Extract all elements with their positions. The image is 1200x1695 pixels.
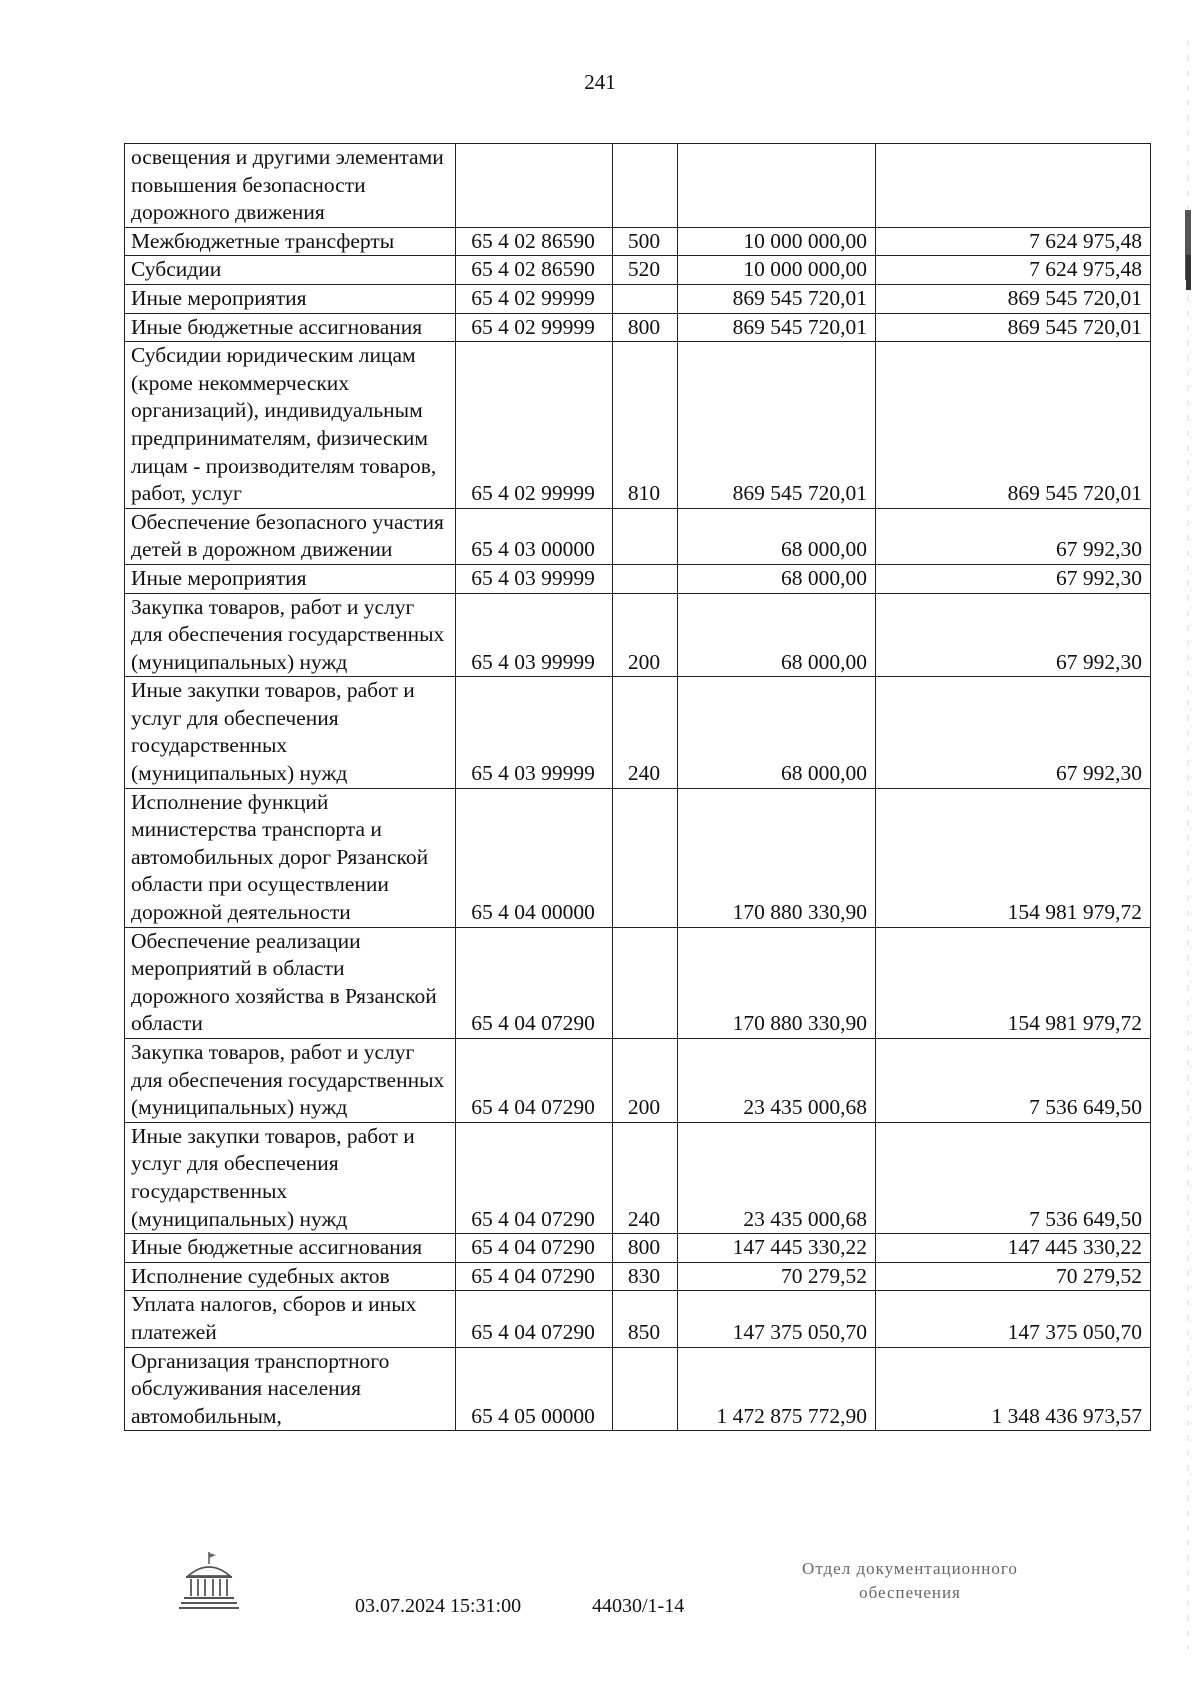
budget-table	[124, 143, 1151, 1431]
row-code	[456, 144, 613, 228]
row-name: Исполнение судебных актов	[125, 1262, 456, 1291]
row-expense-type: 200	[613, 593, 678, 677]
row-expense-type: 240	[613, 1122, 678, 1233]
row-planned-amount: 869 545 720,01	[678, 342, 876, 509]
row-code: 65 4 04 07290	[456, 927, 613, 1038]
table-row	[125, 1234, 1151, 1263]
row-expense-type	[613, 508, 678, 564]
table-row	[125, 1039, 1151, 1123]
row-code: 65 4 04 07290	[456, 1291, 613, 1347]
row-code: 65 4 03 99999	[456, 677, 613, 788]
row-planned-amount: 68 000,00	[678, 677, 876, 788]
row-expense-type: 240	[613, 677, 678, 788]
row-actual-amount: 147 445 330,22	[876, 1234, 1151, 1263]
row-expense-type	[613, 144, 678, 228]
footer-registration-number: 44030/1-14	[592, 1595, 685, 1617]
scan-edge-noise	[1183, 0, 1193, 1695]
row-actual-amount: 147 375 050,70	[876, 1291, 1151, 1347]
row-expense-type: 500	[613, 227, 678, 256]
row-planned-amount: 23 435 000,68	[678, 1039, 876, 1123]
row-planned-amount: 170 880 330,90	[678, 788, 876, 927]
table-row	[125, 564, 1151, 593]
row-actual-amount	[876, 144, 1151, 228]
row-planned-amount: 70 279,52	[678, 1262, 876, 1291]
row-name: освещения и другими элементами повышения безопасности дорожного движения	[125, 144, 456, 228]
row-name: Иные мероприятия	[125, 284, 456, 313]
row-actual-amount: 869 545 720,01	[876, 313, 1151, 342]
table-row	[125, 927, 1151, 1038]
row-name: Субсидии	[125, 256, 456, 285]
row-code: 65 4 03 99999	[456, 593, 613, 677]
row-name: Иные бюджетные ассигнования	[125, 313, 456, 342]
row-code: 65 4 02 99999	[456, 342, 613, 509]
row-name: Иные мероприятия	[125, 564, 456, 593]
row-name: Иные бюджетные ассигнования	[125, 1234, 456, 1263]
row-planned-amount	[678, 144, 876, 228]
table-row	[125, 508, 1151, 564]
row-code: 65 4 04 07290	[456, 1234, 613, 1263]
row-expense-type	[613, 788, 678, 927]
row-name: Уплата налогов, сборов и иных платежей	[125, 1291, 456, 1347]
row-code: 65 4 04 07290	[456, 1122, 613, 1233]
row-planned-amount: 10 000 000,00	[678, 227, 876, 256]
row-name: Организация транспортного обслуживания населения автомобильным,	[125, 1347, 456, 1431]
row-actual-amount: 7 624 975,48	[876, 227, 1151, 256]
budget-table-body	[125, 144, 1151, 1431]
row-expense-type: 810	[613, 342, 678, 509]
row-name: Иные закупки товаров, работ и услуг для обеспечения государственных (муниципальных) нужд	[125, 677, 456, 788]
table-row	[125, 256, 1151, 285]
row-planned-amount: 23 435 000,68	[678, 1122, 876, 1233]
row-expense-type	[613, 1347, 678, 1431]
row-code: 65 4 04 07290	[456, 1039, 613, 1123]
row-name: Закупка товаров, работ и услуг для обеспечения государственных (муниципальных) нужд	[125, 1039, 456, 1123]
row-planned-amount: 68 000,00	[678, 564, 876, 593]
row-expense-type: 200	[613, 1039, 678, 1123]
row-code: 65 4 04 07290	[456, 1262, 613, 1291]
row-actual-amount: 869 545 720,01	[876, 342, 1151, 509]
row-name: Субсидии юридическим лицам (кроме некоммерческих организаций), индивидуальным предпринимателям, физическим лицам - производителям товаров, работ, услуг	[125, 342, 456, 509]
row-name: Исполнение функций министерства транспорта и автомобильных дорог Рязанской области при осуществлении дорожной деятельности	[125, 788, 456, 927]
row-name: Обеспечение реализации мероприятий в области дорожного хозяйства в Рязанской области	[125, 927, 456, 1038]
table-row	[125, 1291, 1151, 1347]
row-code: 65 4 02 99999	[456, 313, 613, 342]
table-row	[125, 227, 1151, 256]
row-planned-amount: 147 445 330,22	[678, 1234, 876, 1263]
row-planned-amount: 869 545 720,01	[678, 284, 876, 313]
table-row	[125, 788, 1151, 927]
row-actual-amount: 67 992,30	[876, 564, 1151, 593]
row-code: 65 4 02 86590	[456, 227, 613, 256]
table-row	[125, 593, 1151, 677]
row-planned-amount: 10 000 000,00	[678, 256, 876, 285]
table-row	[125, 342, 1151, 509]
row-expense-type	[613, 564, 678, 593]
row-expense-type: 800	[613, 313, 678, 342]
row-actual-amount: 67 992,30	[876, 508, 1151, 564]
footer-datetime: 03.07.2024 15:31:00	[355, 1595, 522, 1617]
department-stamp-line2: обеспечения	[859, 1583, 961, 1602]
row-actual-amount: 7 624 975,48	[876, 256, 1151, 285]
row-code: 65 4 05 00000	[456, 1347, 613, 1431]
table-row	[125, 284, 1151, 313]
row-name: Обеспечение безопасного участия детей в дорожном движении	[125, 508, 456, 564]
row-actual-amount: 154 981 979,72	[876, 788, 1151, 927]
row-planned-amount: 1 472 875 772,90	[678, 1347, 876, 1431]
table-row	[125, 144, 1151, 228]
row-code: 65 4 02 86590	[456, 256, 613, 285]
row-planned-amount: 68 000,00	[678, 508, 876, 564]
row-expense-type: 520	[613, 256, 678, 285]
department-stamp-line1: Отдел документационного	[802, 1559, 1018, 1578]
row-expense-type: 800	[613, 1234, 678, 1263]
duma-building-icon	[178, 1550, 240, 1612]
table-row	[125, 1262, 1151, 1291]
row-actual-amount: 67 992,30	[876, 677, 1151, 788]
row-planned-amount: 147 375 050,70	[678, 1291, 876, 1347]
row-code: 65 4 04 00000	[456, 788, 613, 927]
row-code: 65 4 03 00000	[456, 508, 613, 564]
row-name: Межбюджетные трансферты	[125, 227, 456, 256]
row-code: 65 4 02 99999	[456, 284, 613, 313]
row-expense-type	[613, 284, 678, 313]
row-actual-amount: 67 992,30	[876, 593, 1151, 677]
row-planned-amount: 869 545 720,01	[678, 313, 876, 342]
row-actual-amount: 70 279,52	[876, 1262, 1151, 1291]
row-name: Закупка товаров, работ и услуг для обеспечения государственных (муниципальных) нужд	[125, 593, 456, 677]
row-expense-type: 830	[613, 1262, 678, 1291]
row-actual-amount: 7 536 649,50	[876, 1039, 1151, 1123]
department-stamp	[760, 1557, 1060, 1605]
table-row	[125, 313, 1151, 342]
table-row	[125, 1122, 1151, 1233]
row-planned-amount: 170 880 330,90	[678, 927, 876, 1038]
row-expense-type	[613, 927, 678, 1038]
row-actual-amount: 1 348 436 973,57	[876, 1347, 1151, 1431]
row-actual-amount: 7 536 649,50	[876, 1122, 1151, 1233]
row-planned-amount: 68 000,00	[678, 593, 876, 677]
table-row	[125, 1347, 1151, 1431]
row-name: Иные закупки товаров, работ и услуг для обеспечения государственных (муниципальных) нужд	[125, 1122, 456, 1233]
row-actual-amount: 154 981 979,72	[876, 927, 1151, 1038]
row-code: 65 4 03 99999	[456, 564, 613, 593]
row-actual-amount: 869 545 720,01	[876, 284, 1151, 313]
row-expense-type: 850	[613, 1291, 678, 1347]
page-number: 241	[584, 70, 616, 94]
table-row	[125, 677, 1151, 788]
